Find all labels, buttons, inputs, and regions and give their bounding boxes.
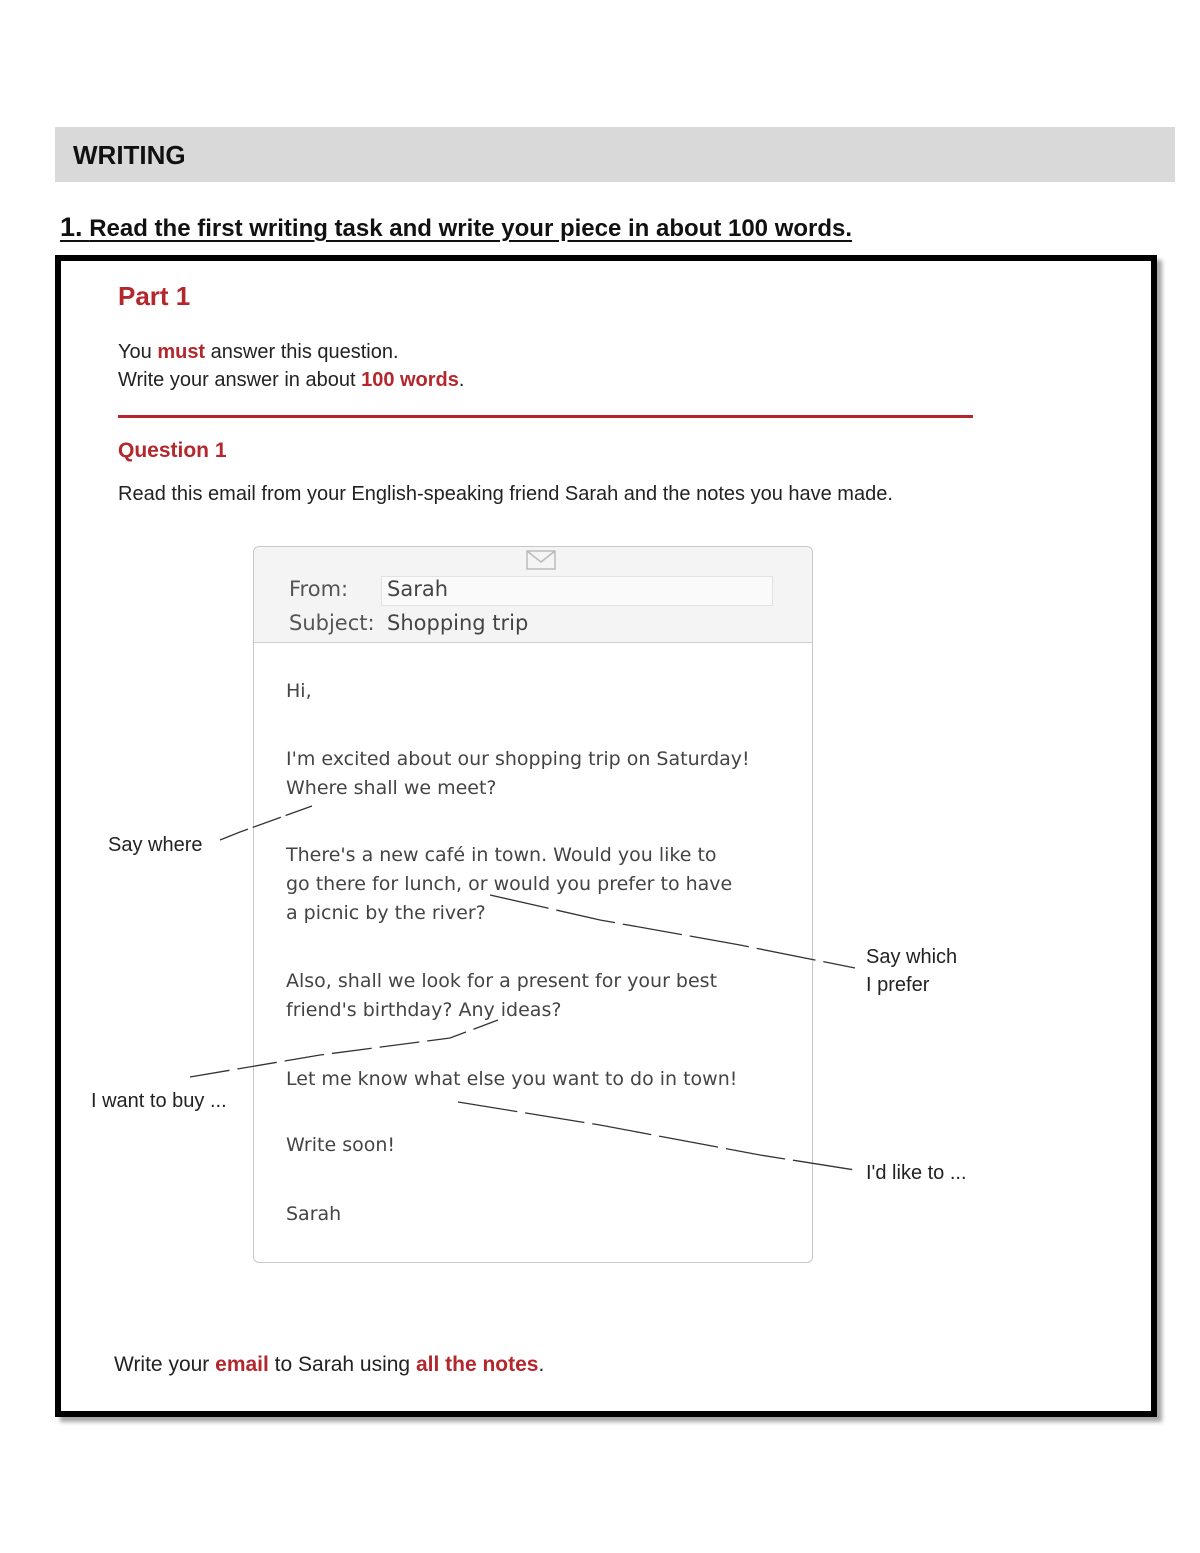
task-number: 1.	[60, 212, 83, 242]
email-line: Where shall we meet?	[286, 777, 497, 799]
note-want-to-buy: I want to buy ...	[91, 1090, 227, 1112]
instruction-emphasis: must	[157, 341, 206, 363]
note-like-to: I'd like to ...	[866, 1162, 967, 1184]
leader-line-like-to	[458, 1102, 855, 1170]
email-line: There's a new café in town. Would you like to	[286, 844, 717, 866]
email-signature: Sarah	[286, 1203, 342, 1225]
question-text: Read this email from your English-speaking friend Sarah and the notes you have made.	[118, 483, 893, 505]
instruction-emphasis: 100 words	[361, 369, 459, 391]
email-line: Also, shall we look for a present for your best	[286, 970, 718, 992]
instruction-text: Write your answer in about	[118, 369, 362, 391]
from-value: Sarah	[387, 577, 449, 601]
note-line: I prefer	[866, 974, 930, 996]
email-line: I'm excited about our shopping trip on Saturday!	[286, 748, 750, 770]
leader-line-say-where	[220, 806, 312, 840]
email-line: a picnic by the river?	[286, 902, 486, 924]
email-greeting: Hi,	[286, 680, 312, 702]
email-closing: Write soon!	[286, 1134, 396, 1156]
email-line: friend's birthday? Any ideas?	[286, 999, 562, 1021]
subject-value: Shopping trip	[387, 611, 529, 635]
instruction-emphasis: email	[215, 1353, 269, 1376]
part-title: Part 1	[118, 281, 191, 311]
instruction-text: You	[118, 341, 158, 363]
email-paragraph-4: Let me know what else you want to do in town!	[286, 1068, 738, 1090]
instruction-text: .	[458, 369, 465, 391]
note-line: Say which	[866, 946, 958, 968]
leader-line-want-to-buy	[190, 1020, 498, 1077]
instruction-text: .	[538, 1353, 545, 1376]
email-line: go there for lunch, or would you prefer to have	[286, 873, 733, 895]
task-text: Read the first writing task and write your piece in about 100 words.	[89, 215, 853, 242]
instruction-text: answer this question.	[205, 341, 399, 363]
question-title: Question 1	[118, 439, 227, 462]
instruction-text: to Sarah using	[268, 1353, 416, 1376]
subject-label: Subject:	[289, 611, 375, 635]
section-title: WRITING	[73, 140, 186, 170]
leader-line-say-which	[490, 895, 855, 968]
from-label: From:	[289, 577, 349, 601]
instruction-text: Write your	[114, 1353, 216, 1376]
instruction-emphasis: all the notes	[415, 1353, 539, 1376]
note-say-where: Say where	[108, 834, 203, 856]
